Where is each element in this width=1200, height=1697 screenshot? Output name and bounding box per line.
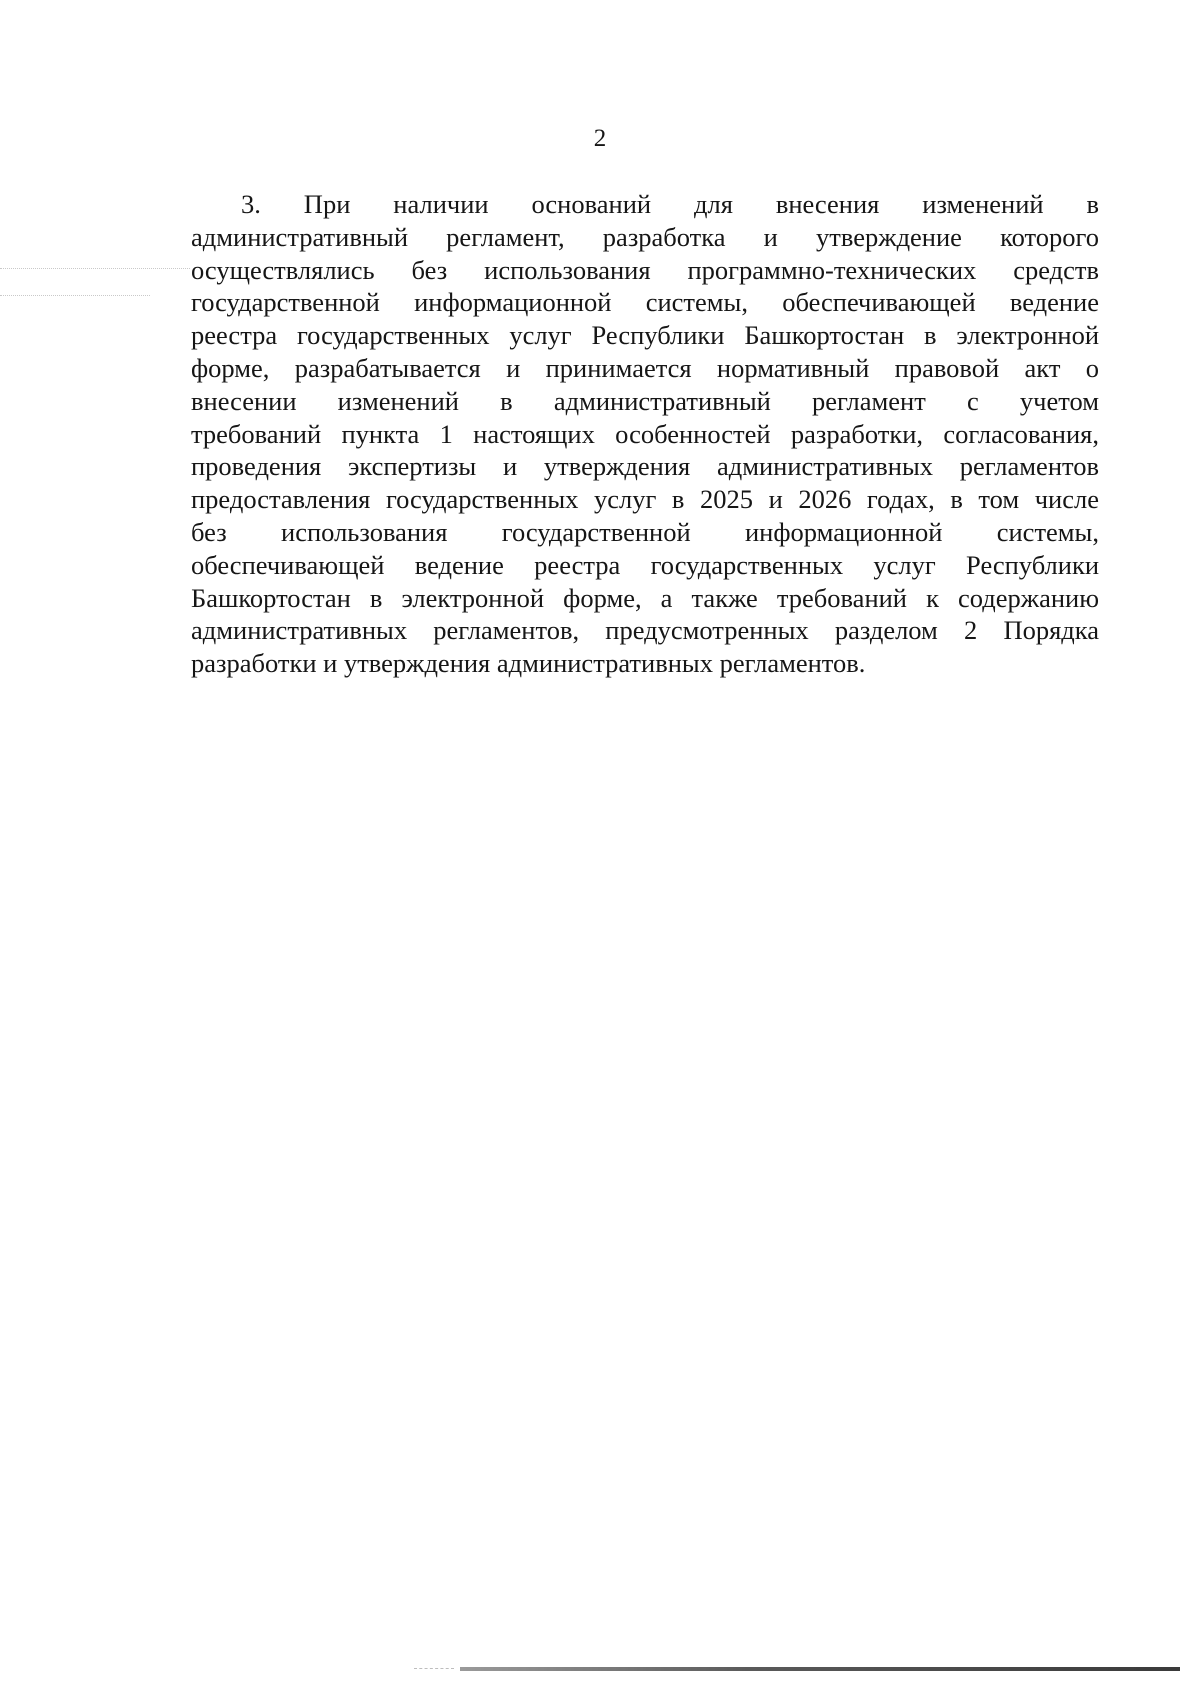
scan-margin-dots	[0, 295, 150, 297]
paragraph-line: реестра государственных услуг Республики Башкортостан в электронной	[191, 320, 1099, 351]
paragraph-line: административных регламентов, предусмотренных разделом 2 Порядка	[191, 615, 1099, 646]
paragraph-line: административный регламент, разработка и утверждение которого	[191, 221, 1099, 252]
paragraph-line: требований пункта 1 настоящих особенностей разработки, согласования,	[191, 418, 1099, 449]
paragraph-line: проведения экспертизы и утверждения административных регламентов	[191, 451, 1099, 482]
scan-edge-line	[460, 1667, 1180, 1671]
scan-margin-dots	[0, 268, 190, 270]
paragraph-line: обеспечивающей ведение реестра государственных услуг Республики	[191, 549, 1099, 580]
paragraph-line: государственной информационной системы, обеспечивающей ведение	[191, 287, 1099, 318]
paragraph-line: 3. При наличии оснований для внесения изменений в	[241, 189, 1099, 219]
paragraph-line: без использования государственной информационной системы,	[191, 516, 1099, 547]
page-number: 2	[593, 125, 607, 152]
paragraph-line: внесении изменений в административный регламент с учетом	[191, 385, 1099, 416]
paragraph-3	[191, 188, 1099, 680]
paragraph-line: Башкортостан в электронной форме, а также требований к содержанию	[191, 582, 1099, 613]
paragraph-line: форме, разрабатывается и принимается нормативный правовой акт о	[191, 352, 1099, 383]
scan-edge-faint-line	[414, 1668, 454, 1670]
paragraph-line: разработки и утверждения административных регламентов.	[191, 648, 866, 679]
paragraph-line: предоставления государственных услуг в 2025 и 2026 годах, в том числе	[191, 484, 1099, 515]
paragraph-line: осуществлялись без использования программно-технических средств	[191, 254, 1099, 285]
